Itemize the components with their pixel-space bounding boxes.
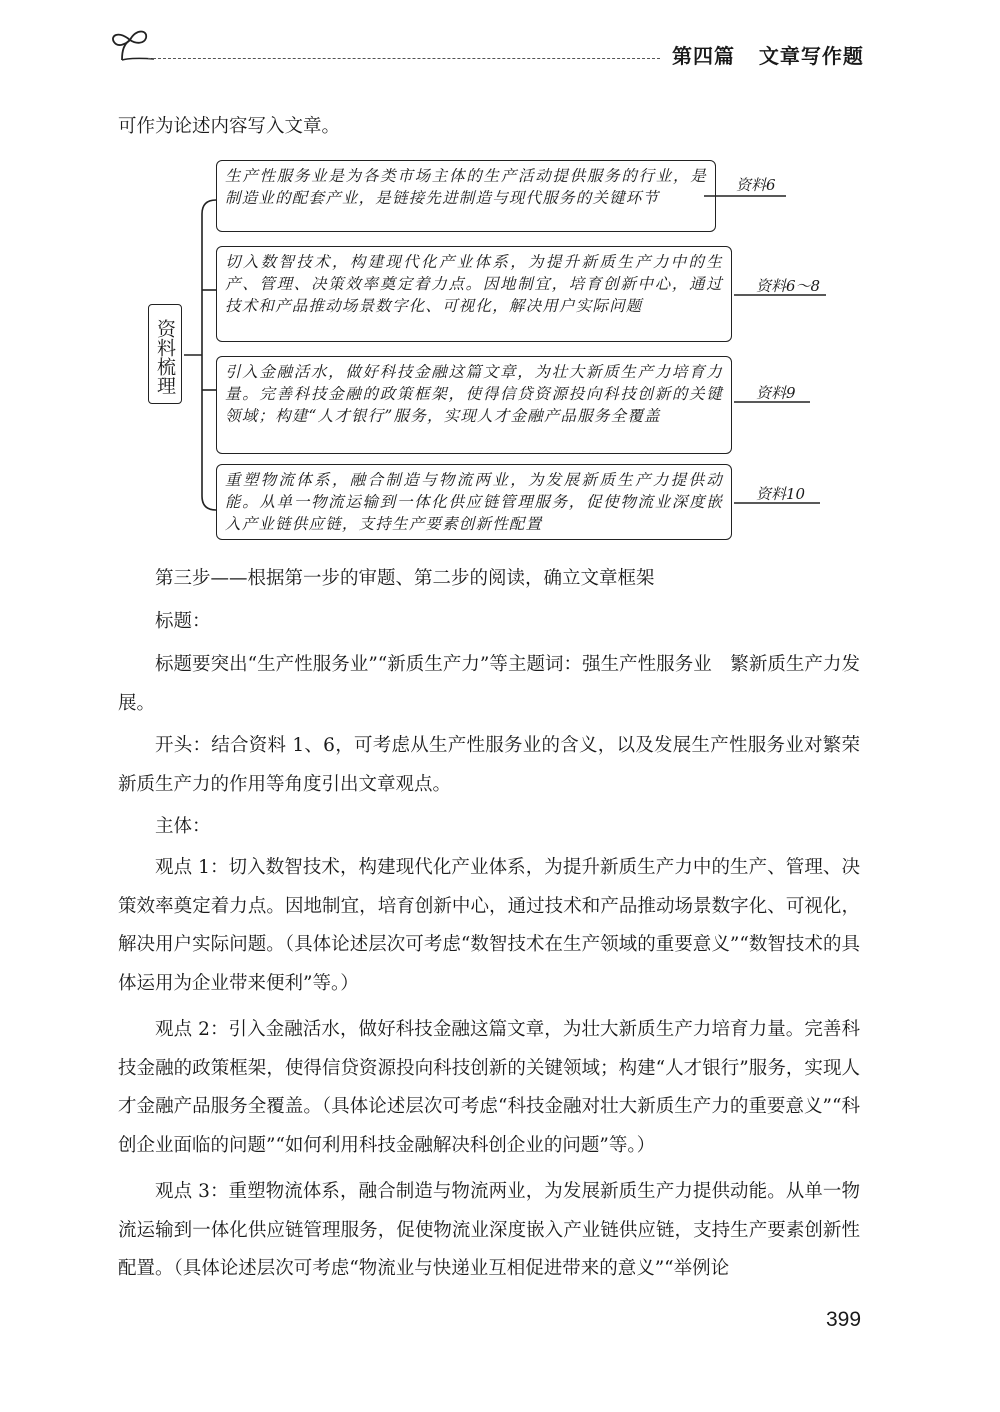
part-label: 第四篇 [672,44,735,68]
point-2: 观点 2：引入金融活水，做好科技金融这篇文章，为壮大新质生产力培育力量。完善科技金融的政策框架，使得信贷资源投向科技创新的关键领域；构建“人才银行”服务，实现人才金融产品服务全覆盖。（具体论述层次可考虑“科技金融对壮大新质生产力的重要意义”“科创企业面临的问题”“如何利用科技金融解决科创企业的问题”等。） [118,1019,860,1156]
source-label-3: 资料9 [756,384,796,402]
chapter-header [672,40,892,69]
step3-heading: 第三步——根据第一步的审题、第二步的阅读，确立文章框架 [155,568,655,589]
intro-line: 可作为论述内容写入文章。 [118,116,341,137]
mindmap-node-1: 生产性服务业是为各类市场主体的生产活动提供服务的行业，是制造业的配套产业，是链接先进制造与现代服务的关键环节 [216,160,716,232]
source-label-4: 资料10 [756,485,806,503]
point-3: 观点 3：重塑物流体系，融合制造与物流两业，为发展新质生产力提供动能。从单一物流运输到一体化供应链管理服务，促使物流业深度嵌入产业链供应链，支持生产要素创新性配置。（具体论述层次可考虑“物流业与快递业互相促进带来的意义”“举例论 [118,1181,860,1279]
title-description: 标题要突出“生产性服务业”“新质生产力”等主题词：强生产性服务业 繁新质生产力发展。 [118,654,860,714]
mindmap-node-4: 重塑物流体系，融合制造与物流两业，为发展新质生产力提供动能。从单一物流运输到一体化供应链管理服务，促使物流业深度嵌入产业链供应链，支持生产要素创新性配置 [216,464,732,540]
mindmap-root: 资料梳理 [148,304,182,404]
sprout-icon [108,26,156,66]
mindmap-node-3: 引入金融活水，做好科技金融这篇文章，为壮大新质生产力培育力量。完善科技金融的政策框架，使得信贷资源投向科技创新的关键领域；构建“人才银行”服务，实现人才金融产品服务全覆盖 [216,356,732,454]
mindmap-node-2: 切入数智技术，构建现代化产业体系，为提升新质生产力中的生产、管理、决策效率奠定着力点。因地制宜，培育创新中心，通过技术和产品推动场景数字化、可视化，解决用户实际问题 [216,246,732,342]
header-divider [148,58,660,59]
point-1: 观点 1：切入数智技术，构建现代化产业体系，为提升新质生产力中的生产、管理、决策效率奠定着力点。因地制宜，培育创新中心，通过技术和产品推动场景数字化、可视化，解决用户实际问题。（具体论述层次可考虑“数智技术在生产领域的重要意义”“数智技术的具体运用为企业带来便利”等。） [118,857,860,994]
page-number: 399 [826,1308,862,1331]
opening-paragraph: 开头：结合资料 1、6，可考虑从生产性服务业的含义，以及发展生产性服务业对繁荣新质生产力的作用等角度引出文章观点。 [118,735,860,795]
main-label: 主体： [155,816,211,837]
title-label: 标题： [155,611,211,632]
source-label-2: 资料6～8 [756,277,821,295]
source-label-1: 资料6 [736,176,776,194]
chapter-title: 文章写作题 [758,44,864,68]
